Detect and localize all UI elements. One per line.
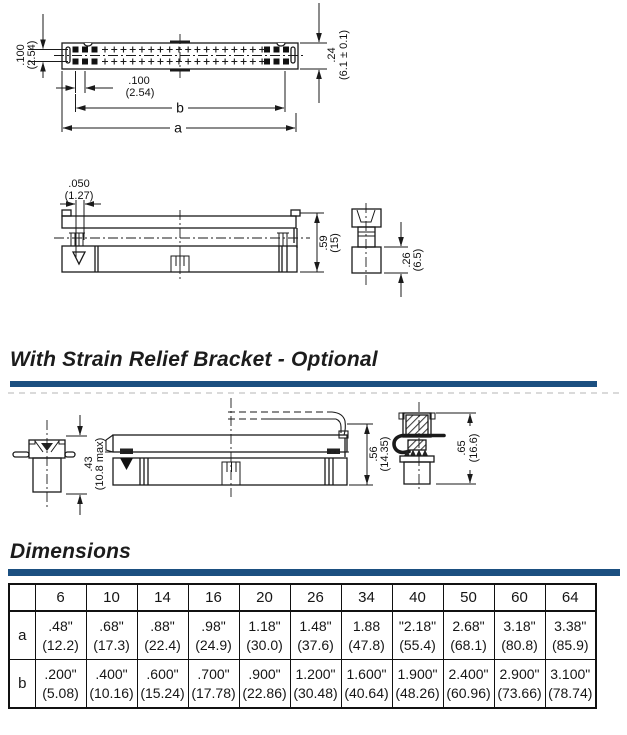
dim-assembled-height-mm: (14.35) (378, 436, 391, 472)
table-cell (392, 611, 443, 660)
col-header: 10 (86, 584, 137, 611)
dim-total-height-mm: (16.6) (467, 433, 480, 463)
table-row (9, 660, 596, 709)
side-view-dimensions (60, 200, 408, 297)
mm-value: (22.86) (242, 684, 287, 701)
dim-body-width-mm: (6.1 ± 0.1) (337, 29, 350, 81)
mm-value: (30.0) (246, 636, 283, 653)
table-cell (239, 611, 290, 660)
inch-value: "2.18" (398, 618, 437, 635)
dim-a-label: a (174, 119, 182, 136)
table-cell (35, 611, 86, 660)
col-header: 64 (545, 584, 596, 611)
table-cell (290, 611, 341, 660)
table-cell (494, 660, 545, 709)
dim-max-height-mm: (10.8 max) (93, 437, 106, 491)
table-cell (443, 611, 494, 660)
dim-max-height-in: .43 (82, 456, 95, 472)
inch-value: .88" (150, 618, 175, 635)
col-header: 20 (239, 584, 290, 611)
mm-value: (15.24) (140, 684, 185, 701)
dim-pin-offset-in: .050 (68, 178, 90, 190)
table-cell (239, 660, 290, 709)
inch-value: 1.600" (346, 666, 387, 683)
inch-value: 2.900" (499, 666, 540, 683)
side-view-end-view (352, 203, 381, 285)
inch-value: 2.400" (448, 666, 489, 683)
mm-value: (73.66) (497, 684, 542, 701)
mm-value: (12.2) (42, 636, 79, 653)
mm-value: (22.4) (144, 636, 181, 653)
table-cell (545, 660, 596, 709)
dim-height-in: .59 (317, 235, 330, 251)
inch-value: 3.100" (550, 666, 591, 683)
table-cell (290, 660, 341, 709)
strain-relief-left-end-view (13, 420, 75, 508)
table-header-row (9, 584, 596, 611)
mm-value: (68.1) (450, 636, 487, 653)
dim-height-mm: (15) (328, 233, 341, 253)
dim-pin-pitch-mm: (2.54) (125, 87, 155, 99)
col-header: 26 (290, 584, 341, 611)
mm-value: (5.08) (42, 684, 79, 701)
mm-value: (60.96) (446, 684, 491, 701)
inch-value: .900" (248, 666, 281, 683)
mm-value: (37.6) (297, 636, 334, 653)
strain-relief-accent-bar (10, 381, 597, 387)
dim-row-pitch-in: .100 (14, 44, 27, 66)
dim-post-height-mm: (6.5) (411, 248, 424, 272)
mm-value: (17.3) (93, 636, 130, 653)
row-label: a (9, 611, 35, 660)
table-cell (545, 611, 596, 660)
col-header: 34 (341, 584, 392, 611)
col-header: 6 (35, 584, 86, 611)
mm-value: (10.16) (89, 684, 134, 701)
table-cell (35, 660, 86, 709)
top-view-drawing (54, 34, 306, 78)
col-header: 16 (188, 584, 239, 611)
inch-value: 1.48" (299, 618, 332, 635)
table-row (9, 611, 596, 660)
table-cell (341, 660, 392, 709)
inch-value: .200" (44, 666, 77, 683)
inch-value: .68" (99, 618, 124, 635)
inch-value: .700" (197, 666, 230, 683)
col-header: 50 (443, 584, 494, 611)
table-cell (443, 660, 494, 709)
mm-value: (17.78) (191, 684, 236, 701)
inch-value: .48" (48, 618, 73, 635)
table-cell (494, 611, 545, 660)
table-cell (137, 611, 188, 660)
inch-value: 1.18" (248, 618, 281, 635)
inch-value: 1.200" (295, 666, 336, 683)
inch-value: .400" (95, 666, 128, 683)
mm-value: (40.64) (344, 684, 389, 701)
dim-row-pitch-mm: (2.54) (25, 40, 38, 70)
table-cell (86, 660, 137, 709)
dimensions-table (8, 583, 597, 709)
strain-relief-right-end-view (394, 402, 444, 492)
dim-b-label: b (176, 99, 184, 116)
row-label: b (9, 660, 35, 709)
strain-relief-heading: With Strain Relief Bracket - Optional (10, 348, 378, 371)
col-header: 40 (392, 584, 443, 611)
dimensions-heading: Dimensions (10, 540, 132, 563)
table-cell (341, 611, 392, 660)
dim-post-height-in: .26 (400, 252, 413, 268)
table-cell (392, 660, 443, 709)
inch-value: .600" (146, 666, 179, 683)
inch-value: 3.38" (554, 618, 587, 635)
mm-value: (85.9) (551, 636, 589, 653)
dimensions-accent-bar (8, 569, 620, 576)
inch-value: 3.18" (503, 618, 536, 635)
ribbon-cable (228, 412, 345, 435)
col-header: 14 (137, 584, 188, 611)
table-cell (188, 660, 239, 709)
table-cell (86, 611, 137, 660)
inch-value: .98" (201, 618, 226, 635)
mm-value: (48.26) (395, 684, 440, 701)
dim-pin-pitch-in: .100 (128, 75, 150, 87)
dim-assembled-height-in: .56 (367, 446, 380, 462)
mm-value: (30.48) (293, 684, 338, 701)
col-header: 60 (494, 584, 545, 611)
dim-pin-offset-mm: (1.27) (64, 190, 94, 202)
inch-value: 2.68" (452, 618, 485, 635)
mm-value: (24.9) (195, 636, 232, 653)
inch-value: 1.900" (397, 666, 438, 683)
table-cell (137, 660, 188, 709)
mm-value: (78.74) (548, 684, 593, 701)
mm-value: (47.8) (348, 636, 385, 653)
mm-value: (80.8) (501, 636, 538, 653)
corner-cell (9, 584, 35, 611)
inch-value: 1.88 (352, 618, 381, 635)
table-cell (188, 611, 239, 660)
mm-value: (55.4) (399, 636, 436, 653)
dim-total-height-in: .65 (455, 440, 468, 456)
dim-body-width-in: .24 (325, 47, 338, 63)
